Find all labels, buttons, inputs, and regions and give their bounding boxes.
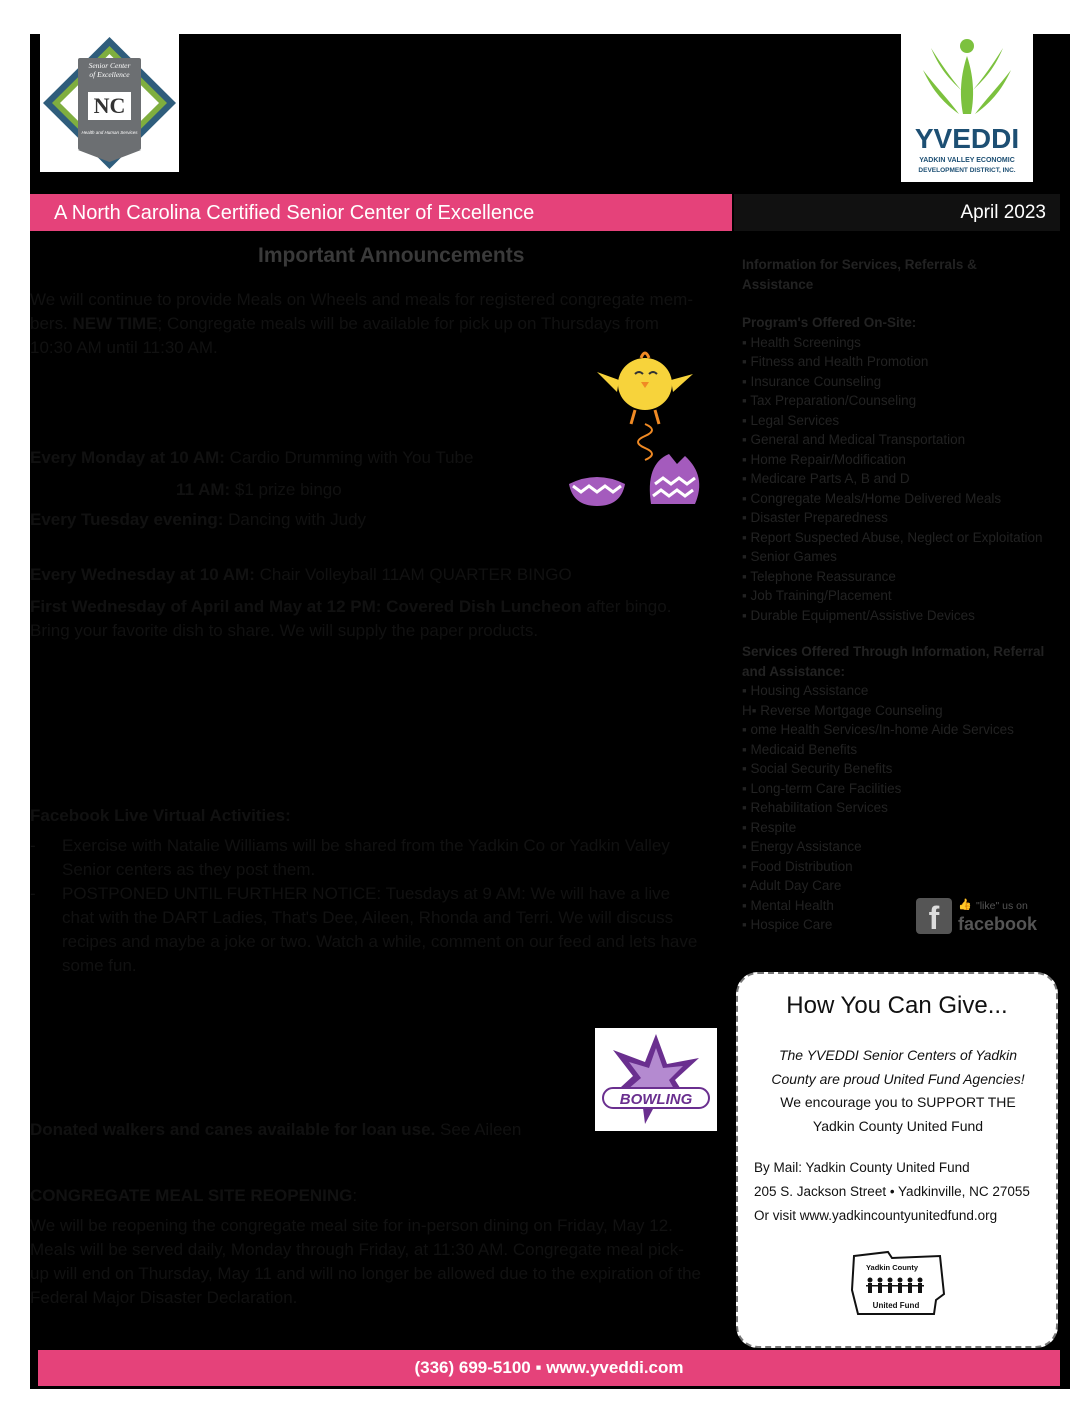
programs-list [742, 333, 1062, 626]
list-item: ▪ Rehabilitation Services [742, 800, 888, 815]
list-item: ▪ General and Medical Transportation [742, 432, 966, 447]
tuesday-activities: Every Tuesday evening: Dancing with Judy [30, 510, 367, 529]
walkers-canes: Donated walkers and canes available for loan use. See Aileen [30, 1120, 522, 1139]
banner-title: A North Carolina Certified Senior Center of Excellence [54, 202, 535, 224]
list-item: ▪ Fitness and Health Promotion [742, 354, 929, 369]
svg-text:DEVELOPMENT DISTRICT, INC.: DEVELOPMENT DISTRICT, INC. [918, 167, 1016, 174]
nc-senior-center-logo [40, 34, 179, 172]
list-item: ▪ Housing Assistance [742, 683, 869, 698]
list-item: ▪ Congregate Meals/Home Delivered Meals [742, 490, 1002, 506]
list-item: ▪ Mental Health [742, 897, 834, 913]
covered-dish-luncheon: First Wednesday of April and May at 12 PM: Covered Dish Luncheon after bingo. Bring your favorite dish to share. We will supply the paper products. [30, 597, 672, 640]
give-mail-info: By Mail: Yadkin County United Fund 205 S. Jackson Street • Yadkinville, NC 27055 Or visit www.yadkincountyunitedfund.org [754, 1156, 1030, 1228]
meals-paragraph: We will continue to provide Meals on Wheels and meals for registered congregate mem- bers. NEW TIME; Congregate meals will be available for pick up on Thursdays from 10:30 AM until 11:30 AM. [30, 290, 693, 357]
list-item: ▪ Senior Games [742, 549, 837, 564]
facebook-icon: f [916, 898, 952, 934]
list-item: ▪ Home Repair/Modification [742, 451, 906, 467]
svg-text:of Excellence: of Excellence [89, 70, 130, 79]
meal-site-reopening: CONGREGATE MEAL SITE REOPENING: We will be reopening the congregate meal site for in-person dining on Friday, May 12. Meals will be served daily, Monday through Friday, at 11:30 AM. Congregate meal pick- up will end on Thursday, May 11 and will no longer be allowed due to the expiration of the Federal Major Disaster Declaration. [30, 1186, 701, 1307]
list-item: H▪ Reverse Mortgage Counseling [742, 702, 943, 718]
issue-date: April 2023 [960, 202, 1046, 223]
list-item: ▪ Medicare Parts A, B and D [742, 471, 910, 486]
wednesday-activities: Every Wednesday at 10 AM: Chair Volleyball 11AM QUARTER BINGO [30, 565, 572, 584]
thumbs-up-icon: 👍 [958, 899, 972, 911]
svg-text:Yadkin County: Yadkin County [865, 1263, 919, 1272]
list-item: ▪ Food Distribution [742, 858, 853, 874]
list-item: ▪ Insurance Counseling [742, 373, 882, 389]
facebook-like-badge[interactable] [916, 896, 1056, 940]
how-you-can-give-box [736, 972, 1058, 1348]
svg-text:NC: NC [93, 93, 126, 118]
services-heading: Services Offered Through Information, Referral and Assistance: [742, 644, 1045, 679]
svg-text:United Fund: United Fund [872, 1301, 920, 1310]
like-us-text: "like" us on [976, 900, 1028, 912]
list-item: ▪ Long-term Care Facilities [742, 780, 902, 796]
list-item: ▪ Disaster Preparedness [742, 510, 888, 525]
newsletter-page [30, 34, 1070, 1389]
info-heading: Information for Services, Referrals & Assistance [742, 257, 977, 292]
svg-text:BOWLING: BOWLING [619, 1091, 693, 1108]
facebook-live-section: Facebook Live Virtual Activities: - Exercise with Natalie Williams will be shared from the Yadkin Co or Yadkin Valley Senior centers as they post them. - POSTPONED UNTIL FURTHER NOTICE: Tuesdays at 9 AM: We will have a live chat with the DART Ladies, That's Dee, Aileen, Rhonda and Terri. We will discuss recipes and maybe a joke or two. Watch a while, comment on our feed and lets have some fun. [30, 806, 698, 975]
list-item: ▪ Medicaid Benefits [742, 741, 858, 757]
list-item: ▪ Tax Preparation/Counseling [742, 393, 917, 408]
monday-activities: Every Monday at 10 AM: Cardio Drumming with You Tube [30, 448, 474, 467]
bowling-image [595, 1028, 717, 1131]
monday-bingo: 11 AM: $1 prize bingo [176, 480, 342, 499]
list-item: ▪ Report Suspected Abuse, Neglect or Exploitation [742, 529, 1043, 545]
svg-text:YVEDDI: YVEDDI [914, 123, 1020, 154]
list-item: ▪ Telephone Reassurance [742, 568, 896, 584]
svg-text:Health and Human Services: Health and Human Services [81, 130, 138, 135]
list-item: ▪ Job Training/Placement [742, 588, 892, 603]
give-title: How You Can Give... [786, 992, 1008, 1019]
list-item: ▪ Legal Services [742, 412, 840, 428]
footer-contact: (336) 699-5100 ▪ www.yveddi.com [414, 1358, 684, 1377]
svg-text:Senior Center: Senior Center [88, 61, 131, 70]
yveddi-logo [901, 34, 1033, 182]
list-item: ▪ Health Screenings [742, 334, 861, 350]
united-fund-link[interactable]: Or visit www.yadkincountyunitedfund.org [754, 1208, 998, 1223]
list-item: ▪ ome Health Services/In-home Aide Services [742, 722, 1014, 737]
list-item: ▪ Social Security Benefits [742, 761, 893, 776]
programs-heading: Program's Offered On-Site: [742, 315, 917, 330]
list-item: ▪ Respite [742, 819, 797, 835]
services-sidebar [742, 255, 1062, 935]
announcements-title: Important Announcements [258, 244, 525, 267]
list-item: ▪ Adult Day Care [742, 878, 842, 893]
list-item: ▪ Hospice Care [742, 917, 833, 932]
svg-text:YADKIN VALLEY ECONOMIC: YADKIN VALLEY ECONOMIC [919, 157, 1015, 164]
easter-chick-icon [565, 334, 725, 514]
list-item: ▪ Energy Assistance [742, 839, 862, 854]
united-fund-logo [848, 1250, 950, 1318]
facebook-wordmark: facebook [958, 914, 1038, 934]
give-description: The YVEDDI Senior Centers of Yadkin County are proud United Fund Agencies! We encourage you to SUPPORT THE Yadkin County United Fund [771, 1047, 1025, 1134]
list-item: ▪ Durable Equipment/Assistive Devices [742, 607, 975, 623]
